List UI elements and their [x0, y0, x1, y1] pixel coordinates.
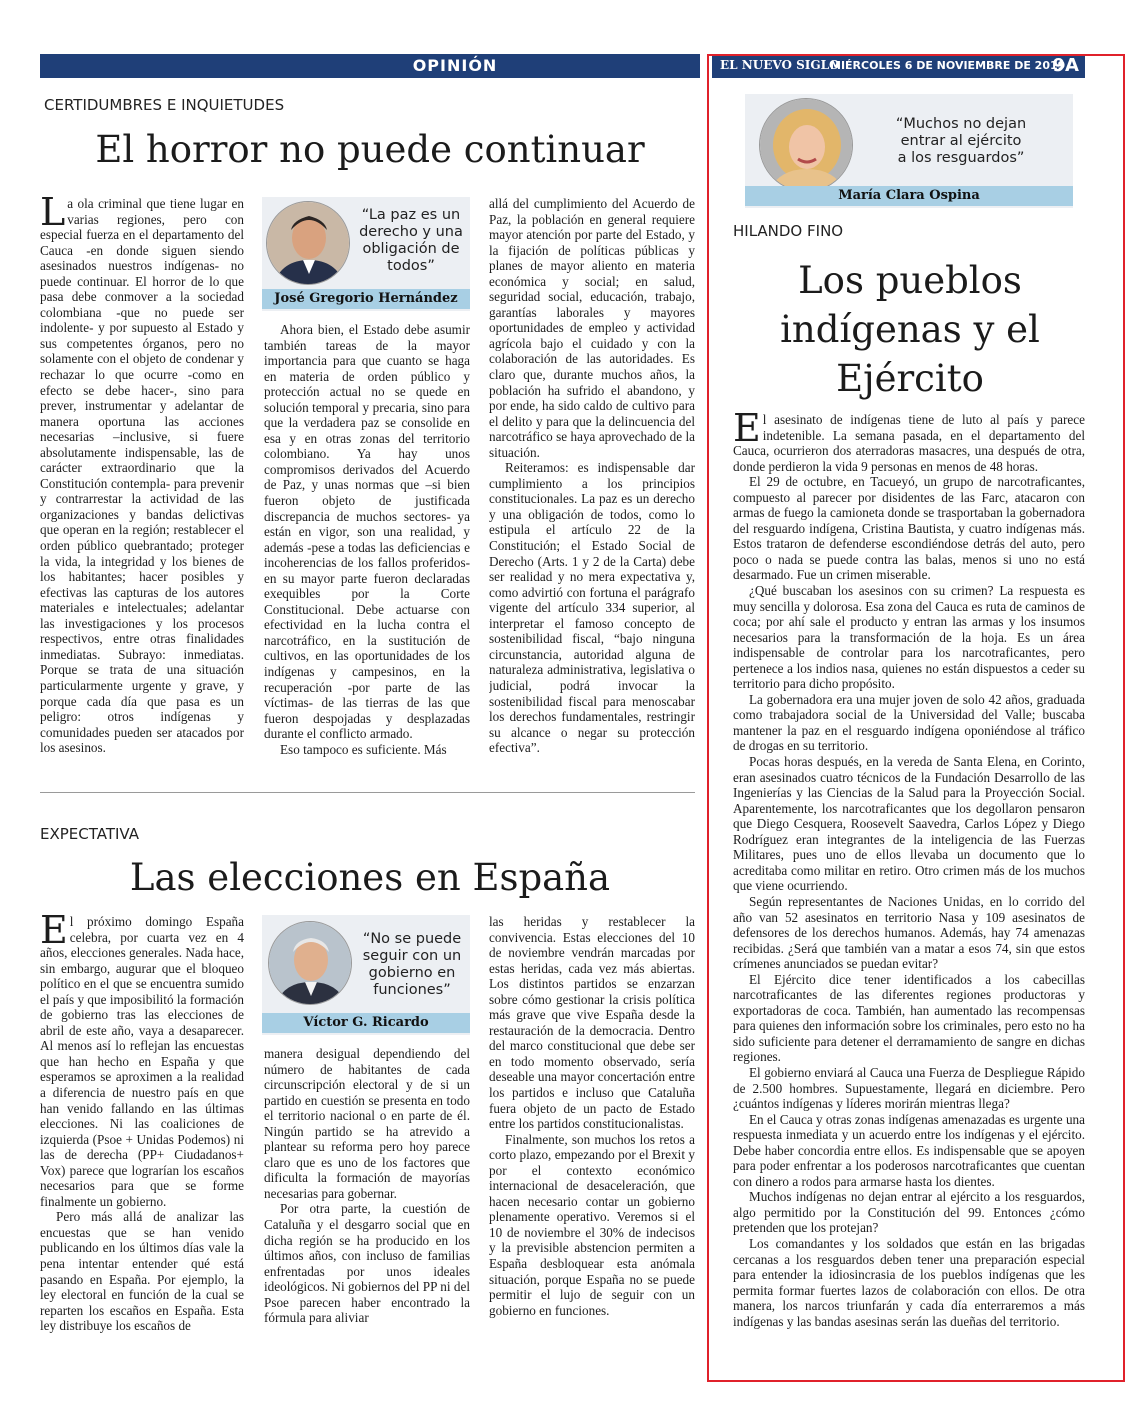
article-divider — [40, 792, 695, 793]
pull-quote: “No se puede seguir con un gobierno en funciones” — [362, 931, 462, 998]
issue-date: MIÉRCOLES 6 DE NOVIEMBRE DE 2019 — [830, 59, 1066, 72]
paragraph: Reiteramos: es indispensable dar cumplimiento a los principios constitucionales. La paz es un derecho y una obligación de todos, como lo estipula el artículo 22 de la Constitución; el Estado Social de Derecho (Arts. 1 y 2 de la Carta) debe ser realidad y no mera expectativa y, como advirtió con fortuna el parágrafo vigente del artículo 334 superior, al interpretar el famoso concepto de sostenibilidad fiscal, “bajo ninguna circunstancia, autoridad alguna de naturaleza administrativa, legislativa o judicial, podrá invocar la sostenibilidad fiscal para menoscabar los derechos fundamentales, restringir su alcance o negar su protección efectiva”. — [489, 460, 695, 756]
article2-column-3 — [489, 914, 695, 1358]
pull-quote: “La paz es un derecho y una obligación de todos” — [359, 207, 463, 274]
paragraph: Pocas horas después, en la vereda de Santa Elena, en Corinto, eran asesinados cuatro técnicos de la Fundación Desarrollo de las Ingenierías y las Ciencias de la Salud para la Proyección Social. Aparentemente, los narcotraficantes que los degollaron pensaron que Diego Cesquera, Roosevelt Saavedra, Carlos López y Diego Rodríguez eran integrantes de la inteligencia de las Fuerzas Militares, pues uno de ellos llevaba un documento que lo acreditaba como militar en retiro. Otro crimen más de los muchos que viene ocurriendo. — [733, 754, 1085, 894]
paragraph: Los comandantes y los soldados que están en las brigadas cercanas a los resguardos deben tener una preparación especial para entender la idiosincrasia de los pueblos indígenas que les permita formar fuertes lazos de colaboración con ellos. De otra manera, los narcos triunfarán y cada día enterraremos a más indígenas y las bandas asesinas serán las dueñas del territorio. — [733, 1235, 1085, 1329]
article3-kicker: HILANDO FINO — [733, 222, 844, 240]
paragraph: La gobernadora era una mujer joven de solo 42 años, graduada como trabajadora social de la Universidad del Valle; buscaba mantener la paz en el resguardo indígena oponiéndose al tráfico de drogas en su territorio. — [733, 691, 1085, 754]
paragraph: Ahora bien, el Estado debe asumir también tareas de la mayor importancia para que cuanto se haga en materia de orden público y protección actual no se quede en solución temporal y precaria, sino para que la verdadera paz se consolide en esa y en otras zonas del territorio colombiano. Ya hay unos compromisos derivados del Acuerdo de Paz, y unas normas que –si bien fueron objeto de justificada discrepancia de muchos sectores- ya están en vigor, son una realidad, y además -pese a todas las deficiencias e incoherencias de los fallos proferidos- en su mayor parte fueron declaradas exequibles por la Corte Constitucional. Debe actuarse con efectividad en la lucha contra el narcotráfico, en la sustitución de cultivos, en las oportunidades de los indígenas y campesinos, en la recuperación -por parte de las víctimas- de las tierras de las que fueron despojadas y desplazadas durante el conflicto armado. — [264, 322, 470, 742]
article1-title: El horror no puede continuar — [95, 128, 645, 171]
paragraph: El 29 de octubre, en Tacueyó, un grupo de narcotraficantes, compuesto al parecer por disidentes de las Farc, atacaron con armas de fuego la camioneta donde se trasportaban la gobernadora del resguardo indígena, Cristina Bautista, y cuatro indígenas más. Estos trataron de defenderse escondiéndose detrás del auto, pero poco o nada se puede contra las balas, menos si uno no está desarmado. Fue un crimen miserable. — [733, 474, 1085, 583]
author-name: José Gregorio Hernández — [262, 289, 470, 309]
article2-pullquote-box — [262, 915, 470, 1035]
paragraph: En el Cauca y otras zonas indígenas amenazadas es urgente una respuesta inmediata y un acuerdo entre los indígenas y el ejército. Debe haber concordia entre ellos. Es indispensable que se apoyen para poder enfrentar a los poderosos narcotraficantes que cuentan con dinero a rodos para armarse hasta los dientes. — [733, 1111, 1085, 1189]
paragraph: manera desigual dependiendo del número de habitantes de cada circunscripción electoral y de si un partido en cuestión se presenta en todo el territorio nacional o en parte de él. Ningún partido se ha atrevido a plantear su reforma pero hoy parece claro que es uno de los factores que dificulta la formación de mayorías necesarias para gobernar. — [264, 1046, 470, 1201]
paragraph: a ola criminal que tiene lugar en varias regiones, pero con especial fuerza en el departamento del Cauca -en donde siguen siendo asesinados nuestros indígenas- no puede continuar. El horror de lo que pasa debe conmover a la sociedad colombiana -que no puede ser indolente- y por supuesto al Estado y sus competentes órganos, pero no solamente con el objeto de condenar y rechazar lo que ocurre -como en efecto se debe hacer-, sino para prever, instrumentar y adelantar de manera oportuna las acciones necesarias –inclusive, si fuere absolutamente indispensable, las de carácter extraordinario que la Constitución contempla- para prevenir y contrarrestar la actividad de las organizaciones y bandas delictivas que operan en la región; restablecer el orden público quebrantado; proteger la vida, la integridad y los bienes de los habitantes; hacer posibles y efectivas las capturas de los autores materiales e intelectuales; adelantar las investigaciones y los procesos respectivos, entre otras finalidades inmediatas. Subrayo: inmediatas. Porque se trata de una situación particularmente urgente y grave, y porque cada día que pasa es un peligro: otros indígenas y comunidades pueden ser atacados por los asesinos. — [40, 196, 244, 756]
article1-column-3 — [489, 196, 695, 766]
section-header-bar — [40, 54, 700, 78]
article3-title: Los pueblos indígenas y el Ejército — [780, 259, 1040, 400]
newspaper-name: EL NUEVO SIGLO — [720, 58, 840, 72]
article1-pullquote-box — [262, 197, 470, 311]
article2-title: Las elecciones en España — [129, 856, 611, 899]
article1-column-1 — [40, 196, 244, 766]
paragraph: Finalmente, son muchos los retos a corto plazo, empezando por el Brexit y por el contexto económico internacional de desaceleración, que hacen necesario contar un gobierno plenamente operativo. Veremos si el 10 de noviembre el 30% de indecisos y la previsible abstencion permiten a España desbloquear esta anómala situación, porque España no se puede permitir el lujo de seguir con un gobierno en funciones. — [489, 1131, 695, 1318]
paragraph: l asesinato de indígenas tiene de luto al país y parece indetenible. La semana pasada, en el departamento del Cauca, ocurrieron dos aterradoras masacres, una después de otra, donde perdieron la vida 9 personas en menos de 48 horas. — [733, 412, 1085, 474]
author-name: María Clara Ospina — [745, 186, 1073, 206]
paragraph: ¿Qué buscaban los asesinos con su crimen? La respuesta es muy sencilla y dolorosa. Esa zona del Cauca es ruta de caminos de coca; por ahí sale el producto y entran las armas y los insumos necesarios para la transformación de la hoja. Es un área indispensable de controlar para los narcotraficantes, pero pertenece a los indios nasa, quienes no están dispuestos a ceder su territorio para dicho propósito. — [733, 583, 1085, 692]
paragraph: El Ejército dice tener identificados a los cabecillas narcotraficantes de las diferentes regiones productoras y exportadoras de coca. También, han aumentado las recompensas para quienes den información sobre los criminales, pero esto no ha sido suficiente para detener el derramamiento de sangre en dichas regiones. — [733, 971, 1085, 1065]
pull-quote: “Muchos no dejan entrar al ejército a los resguardos” — [895, 116, 1027, 166]
author-photo — [759, 98, 853, 192]
author-photo — [268, 921, 352, 1005]
article3-pullquote-box — [745, 94, 1073, 208]
paragraph: l próximo domingo España celebra, por cuarta vez en 4 años, elecciones generales. Nada hace, sin embargo, augurar que el bloqueo político en el que se encuentra sumido el país y que imposibilitó la formación de gobierno tras las elecciones de abril de este año, vaya a desaparecer. Al menos así lo reflejan las encuestas que han hecho en España y que esperamos se aproximen a la realidad a diferencia de nuestro país en que han venido fallando en las últimas elecciones. Ni las coaliciones de izquierda (Psoe + Unidas Podemos) ni las de derecha (PP+ Ciudadanos+ Vox) parece que lograrían los escaños necesarios para que se forme finalmente un gobierno. — [40, 914, 244, 1209]
paragraph: El gobierno enviará al Cauca una Fuerza de Despliegue Rápido de 2.500 hombres. Supuestamente, llegará en diciembre. Pero ¿cuántos indígenas y líderes morirán mientras llega? — [733, 1064, 1085, 1112]
article2-dropcap: E — [40, 914, 68, 952]
paragraph: Eso tampoco es suficiente. Más — [280, 741, 447, 757]
author-photo — [266, 201, 350, 285]
article1-dropcap: L — [40, 196, 66, 234]
paragraph: Según representantes de Naciones Unidas, en lo corrido del año van 52 asesinatos en territorio Nasa y 109 asesinatos de defensores de los derechos humanos. Además, hay 74 amenazas recibidas. ¿Será que también van a matar a esos 74, sin que estos crímenes anunciados se puedan evitar? — [733, 893, 1085, 972]
article1-column-2 — [264, 322, 470, 766]
article2-kicker: EXPECTATIVA — [40, 825, 139, 843]
section-title: OPINIÓN — [412, 56, 498, 75]
masthead-bar — [712, 54, 1085, 78]
article3-dropcap: E — [733, 412, 761, 450]
paragraph: allá del cumplimiento del Acuerdo de Paz, la población en general requiere mayor atención por parte del Estado, y la fijación de políticas públicas y planes de mayor aliento en materia económica y social; en salud, seguridad social, educación, trabajo, garantías laborales y mayores oportunidades de empleo y actividad agrícola bajo el cuidado y con la colaboración de las autoridades. Es claro que, durante muchos años, la población ha sufrido el abandono, y por ende, ha sido caldo de cultivo para el delito y para que la delincuencia del narcotráfico se haya aprovechado de la situación. — [489, 196, 695, 460]
article3-column — [733, 412, 1085, 1352]
author-name: Víctor G. Ricardo — [262, 1013, 470, 1033]
page-number: 9A — [1052, 55, 1079, 76]
article2-column-2 — [264, 1046, 470, 1358]
article1-kicker: CERTIDUMBRES E INQUIETUDES — [44, 96, 285, 114]
paragraph: Muchos indígenas no dejan entrar al ejército a los resguardos, algo permitido por la Constitución del 99. Entonces ¿cómo pretenden que los protejan? — [733, 1189, 1085, 1236]
article2-column-1 — [40, 914, 244, 1358]
paragraph: Pero más allá de analizar las encuestas que se han venido publicando en los últimos días vale la pena intentar entender qué está pasando en España. Por ejemplo, la ley electoral en función de la cual se reparten los escaños en España. Esta ley distribuye los escaños de — [40, 1209, 244, 1334]
paragraph: las heridas y restablecer la convivencia. Estas elecciones del 10 de noviembre vendrán marcadas por estas heridas, cada vez más abiertas. Los distintos partidos se enzarzan sobre cómo gestionar la crisis política más grave que vive España desde la restauración de la democracia. Dentro del marco constitucional que debe ser en todo momento observado, sería deseable una mayor concertación entre los partidos e incluso que Cataluña fuera objeto de un pacto de Estado entre los partidos constitucionalistas. — [489, 914, 695, 1132]
paragraph: Por otra parte, la cuestión de Cataluña y el desgarro social que en dicha región se ha producido en los últimos años, con incluso de familias enfrentadas por unos ideales ideológicos. Ni gobiernos del PP ni del Psoe parecen haber encontrado la fórmula para aliviar — [264, 1201, 470, 1326]
